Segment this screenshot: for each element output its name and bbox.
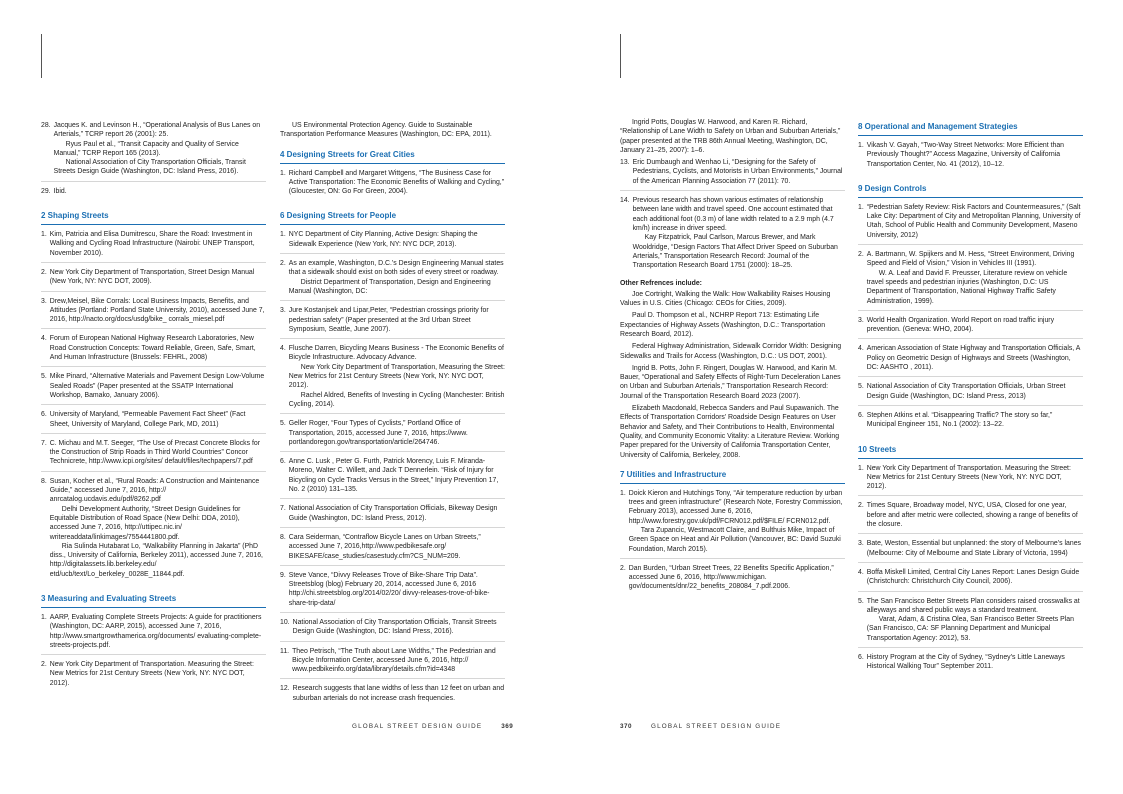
endnote-paragraph: Jure Kostanjsek and Lipar,Peter, “Pedestrian crossings priority for pedestrian safety” (Paper presented at the 3rd Urban Street Symposium, Seattle, June 2007). [288, 307, 489, 333]
endnote-text [867, 344, 1083, 372]
endnote-paragraph: Mike Pinard, “Alternative Materials and Pavement Design Low-Volume Sealed Roads” (Paper presented at the SSATP International Workshop, Bamako, January 2006). [49, 373, 265, 399]
endnote-item [41, 334, 266, 367]
endnote-paragraph: New York City Department of Transportation, Measuring the Street: New Metrics for 21st Century Streets (New York, NY: NYC DOT, 2012). [288, 363, 505, 390]
endnote-text [50, 613, 266, 650]
endnote-paragraph: Doick Kieron and Hutchings Tony, “Air temperature reduction by urban trees and green infrastructure” (Research Note, Forestry Commission, February 2013), accessed June 6, 2016, http://www.forestry.gov.uk/pdf/FCRN012.pdf/$FILE/ FCRN012.pdf. [628, 489, 843, 525]
endnote-number: 14. [620, 197, 630, 205]
footer-title: GLOBAL STREET DESIGN GUIDE [352, 723, 483, 730]
endnote-paragraph: New York City Department of Transportation. Measuring the Street: New Metrics for 21st Century Streets (New York, NY: NYC DOT, 2012). [49, 661, 254, 687]
endnote-item [280, 684, 505, 707]
endnote-text [633, 158, 845, 186]
other-references-heading: Other Refrences include: [620, 280, 702, 288]
endnote-item [41, 230, 266, 263]
endnote-text [289, 344, 505, 409]
endnote-item [280, 419, 505, 452]
endnote-item [280, 504, 505, 528]
endnote-number: 29. [41, 187, 51, 195]
endnotes-list [858, 464, 1083, 676]
endnote-paragraph: Jacques K. and Levinson H., “Operational Analysis of Bus Lanes on Arterials,” TCRP report 26 (2001): 25. [53, 122, 261, 139]
endnotes-intro [41, 121, 266, 200]
endnote-paragraph: Flusche Darren, Bicycling Means Business - The Economic Benefits of Bicycle Infrastructure. Advocacy Advance. [288, 345, 504, 362]
section-heading: 3 Measuring and Evaluating Streets [41, 588, 266, 608]
endnote-item [280, 571, 505, 613]
endnote-paragraph: Kay Fitzpatrick, Paul Carlson, Marcus Brewer, and Mark Wooldridge, “Design Factors That Affect Driver Speed on Suburban Arterials,” Transportation Research Record: Journal of the Transportation Research Board 1751 (2000): 18–25. [632, 234, 838, 270]
reference-paragraph: US Environmental Protection Agency. Guide to Sustainable Transportation Performance Measures (Washington, DC: EPA, 2011). [280, 122, 492, 139]
endnote-text [867, 597, 1083, 643]
endnotes-list [41, 613, 266, 692]
endnote-paragraph: Times Square, Broadway model, NYC, USA, Closed for one year, before and after metric were collected, showing a range of benefits of the closure. [866, 502, 1078, 529]
endnote-paragraph: New York City Department of Transportation, Street Design Manual (New York, NY: NYC DOT, 2009). [49, 268, 255, 286]
endnote-item [41, 477, 266, 583]
endnote-paragraph: World Health Organization. World Report on road traffic injury prevention. (Geneva: WHO, 2004). [866, 316, 1055, 334]
endnote-item [280, 306, 505, 339]
endnote-text [50, 334, 266, 362]
endnote-paragraph: Geller Roger, “Four Types of Cyclists,” Portland Office of Transportation, 2015, accessed June 7, 2016, https://www. portlandoregon.gov/transportation/article/264746. [288, 420, 468, 446]
endnote-item [858, 316, 1083, 340]
endnote-paragraph: Delhi Development Authority, “Street Design Guidelines for Equitable Distribution of Road Space (New Delhi: DDA, 2010), accessed June 7, 2016, http://uttipec.nic.in/ writereaddata/linkimages/7554441800.pdf. [49, 505, 241, 541]
endnote-number: 1. [858, 464, 864, 472]
endnote-number: 1. [858, 142, 864, 149]
footer-left [352, 723, 513, 730]
endnote-paragraph: Cara Seiderman, “Contraflow Bicycle Lanes on Urban Streets,” accessed June 7, 2016,http://www.pedbikesafe.org/ BIKESAFE/case_studies/casestudy.cfm?CS_NUM=209. [288, 533, 481, 560]
column-1 [41, 121, 266, 697]
endnote-text [50, 410, 266, 429]
endnote-paragraph: C. Michau and M.T. Seeger, “The Use of Precast Concrete Blocks for the Construction of Strip Roads in Third World Countries” Concor Technicrete, http://www.icpi.org/sites/ default/files/techpapers/7.pdf [49, 439, 261, 466]
endnote-number: 5. [280, 420, 286, 428]
endnote-paragraph: Theo Petrisch, “The Truth about Lane Widths,” The Pedestrian and Bicycle Information Center, accessed June 6, 2016, http:// www.pedbikeinfo.org/data/library/details.cfm?id=4348 [292, 647, 496, 674]
endnote-number: 8. [280, 533, 286, 541]
endnote-number: 1. [858, 203, 864, 211]
endnote-item [280, 457, 505, 499]
reference-paragraph: Paul D. Thompson et al., NCHRP Report 713: Estimating Life Expectancies of Highway Assets (Washington, D.C.: Transportation Research Board, 2012). [620, 312, 826, 338]
endnote-number: 6. [41, 411, 47, 419]
endnote-number: 4. [280, 345, 286, 353]
endnote-paragraph: “Pedestrian Safety Review: Risk Factors and Countermeasures,” (Salt Lake City: Department of City and Metropolitan Planning, University of Utah, School of Public Health and Community Development, Maseno University, 2012) [866, 203, 1081, 239]
endnote-text [292, 647, 505, 675]
endnote-text [289, 169, 505, 197]
endnote-text [633, 196, 845, 270]
endnote-paragraph: NYC Department of City Planning, Active Design: Shaping the Sidewalk Experience (New York, NY: NYC DCP, 2013). [288, 231, 478, 248]
endnote-number: 10. [280, 618, 290, 626]
endnote-item [858, 203, 1083, 245]
endnote-paragraph: American Association of State Highway and Transportation Officials, A Policy on Geometric Design of Highways and Streets (Washington, DC: AASHTO , 2011). [866, 345, 1080, 372]
section-heading: 6 Designing Streets for People [280, 205, 505, 225]
endnote-text [867, 501, 1083, 529]
endnote-number: 6. [858, 653, 864, 661]
endnote-text [289, 230, 505, 249]
endnote-paragraph: Eric Dumbaugh and Wenhao Li, “Designing for the Safety of Pedestrians, Cyclists, and Motorists in Urban Environments,” Journal of the American Planning Association 77 (2011): 70. [632, 159, 843, 185]
endnote-text [50, 477, 266, 579]
page-number: 369 [501, 723, 514, 730]
endnote-text [289, 259, 505, 296]
endnote-number: 1. [280, 231, 286, 239]
endnote-paragraph: Stephen Atkins et al. “Disappearing Traffic? The story so far,” Municipal Engineer 151, No.1 (2002): 13–22. [866, 411, 1053, 429]
reference-paragraph: Joe Cortright, Walking the Walk: How Walkability Raises Housing Values in U.S. Cities (Chicago: CEOs for Cities, 2009). [620, 290, 831, 308]
endnote-item [858, 501, 1083, 534]
endnote-text [54, 187, 266, 196]
endnote-continuation [620, 118, 845, 155]
endnote-paragraph: Drew,Meisel, Bike Corrals: Local Business Impacts, Benefits, and Attitudes (Portland: Portland State University, 2010), accessed June 7, 2016, http://nacto.org/docs/usdg/bike_ corrals_miesel.pdf [49, 297, 265, 324]
endnote-text [289, 571, 505, 608]
column-4 [858, 116, 1083, 681]
endnote-text [289, 306, 505, 334]
endnotes-list [620, 489, 845, 596]
reference-paragraph: Elizabeth Macdonald, Rebecca Sanders and Paul Supawanich. The Effects of Transportation Corridors’ Roadside Design Features on User Behavior and Safety, and Their Contributions to Health, Environmental Quality, and Community Economic Vitality: a Literature Review. Working Paper prepared for the University of California Transportation Center, University of California, Berkeley, 2008. [620, 405, 840, 459]
endnote-text [293, 618, 505, 637]
page-marker-left [41, 34, 42, 78]
section-heading: 7 Utilities and Infrastructure [620, 464, 845, 484]
endnote-paragraph: Varat, Adam, & Cristina Olea, San Francisco Better Streets Plan (San Francisco, CA: SF Planning Department and Municipal Transportation Agency: 2012), 53. [866, 616, 1074, 642]
endnote-number: 4. [41, 335, 47, 343]
endnote-number: 11. [280, 647, 290, 655]
endnote-paragraph: W. A. Leaf and David F. Preusser, Literature review on vehicle travel speeds and pedestrian injuries (Washington, D.C: US Department of Transportation, National Highway Traffic Safety Administration, 1999). [866, 269, 1068, 305]
footer-title: GLOBAL STREET DESIGN GUIDE [650, 723, 782, 730]
endnote-text [50, 268, 266, 287]
endnote-continuation [280, 121, 505, 140]
section-heading: 10 Streets [858, 439, 1083, 459]
endnote-item [280, 259, 505, 301]
endnote-paragraph: National Association of City Transportation Officials, Urban Street Design Guide (Washington, DC: Island Press, 2013) [866, 383, 1066, 400]
endnote-paragraph: Steve Vance, “Divvy Releases Trove of Bike-Share Trip Data”. Streetsblog (blog) February 20, 2014, accessed June 6, 2016 http://chi.streetsblog.org/2014/02/20/ divvy-releases-trove-of-bike-share-trip-data/ [288, 571, 490, 607]
endnote-paragraph: Bate, Weston, Essential but unplanned: the story of Melbourne’s lanes (Melbourne: City of Melbourne and State Library of Victoria, 1994) [866, 540, 1082, 557]
endnote-item [858, 653, 1083, 676]
endnote-item [858, 382, 1083, 406]
endnotes-list [620, 158, 845, 274]
endnote-paragraph: Richard Campbell and Margaret Wittgens, “The Business Case for Active Transportation: The Economic Benefits of Walking and Cycling,” (Gloucester, ON: Go For Green, 2004). [288, 169, 504, 196]
page-number: 370 [620, 723, 633, 730]
endnote-item [858, 250, 1083, 311]
endnote-item [858, 568, 1083, 592]
endnote-text [867, 250, 1083, 306]
endnote-text [54, 121, 266, 177]
endnote-paragraph: National Association of City Transportation Officials, Bikeway Design Guide (Washington, DC: Island Press, 2012). [288, 505, 498, 522]
endnote-paragraph: Rachel Aldred, Benefits of Investing in Cycling (Manchester: British Cycling, 2014). [288, 391, 505, 408]
endnote-item [858, 344, 1083, 377]
endnote-item [280, 618, 505, 642]
endnote-number: 6. [858, 411, 864, 419]
endnote-paragraph: University of Maryland, “Permeable Pavement Fact Sheet” (Fact Sheet, University of Maryland, College Park, MD, 2011) [49, 411, 246, 428]
endnote-text [867, 203, 1083, 240]
endnote-paragraph: Boffa Miskell Limited, Central City Lanes Report: Lanes Design Guide (Christchurch: Christchurch City Council, 2006). [866, 568, 1080, 586]
endnote-item [41, 410, 266, 434]
endnote-item [280, 533, 505, 566]
endnote-number: 2. [41, 661, 47, 669]
endnote-number: 1. [280, 169, 286, 177]
endnotes-list [858, 141, 1083, 173]
endnote-number: 5. [858, 383, 864, 391]
endnote-text [289, 419, 505, 447]
other-references [620, 290, 845, 460]
endnote-paragraph: As an example, Washington, D.C.’s Design Engineering Manual states that a sidewalk should exist on both sides of every street or roadway. [288, 260, 504, 277]
endnote-number: 13. [620, 159, 630, 167]
endnote-paragraph: District Department of Transportation, Design and Engineering Manual (Washington, DC: [288, 278, 491, 295]
section-heading: 4 Designing Streets for Great Cities [280, 144, 505, 164]
endnote-text [629, 489, 845, 554]
endnote-item [41, 187, 266, 200]
endnote-text [867, 464, 1083, 492]
endnotes-list [858, 203, 1083, 434]
endnote-number: 8. [41, 477, 47, 485]
endnote-text [867, 141, 1083, 169]
endnote-number: 1. [41, 613, 47, 621]
endnote-number: 6. [280, 458, 286, 466]
endnote-number: 3. [41, 297, 47, 305]
endnote-item [858, 464, 1083, 497]
endnote-number: 9. [280, 571, 286, 579]
endnote-item [41, 660, 266, 692]
endnote-paragraph: Forum of European National Highway Research Laboratories, New Road Construction Concepts: Toward Reliable, Green, Safe, Smart, And Human Infrastructure (Brussels: FEHRL, 2008) [49, 335, 256, 362]
endnote-item [620, 489, 845, 559]
column-2 [280, 121, 505, 712]
endnote-text [867, 382, 1083, 401]
section-heading: 2 Shaping Streets [41, 205, 266, 225]
endnote-paragraph: Ryus Paul et al., “Transit Capacity and Quality of Service Manual,” TCRP Report 165 (2013). [53, 140, 239, 157]
endnote-text [867, 411, 1083, 430]
endnote-item [858, 539, 1083, 563]
endnote-item [41, 613, 266, 655]
endnote-text [867, 653, 1083, 672]
endnote-paragraph: Kim, Patricia and Elisa Dumitrescu, Share the Road: Investment in Walking and Cycling Road Infrastructure (Nairobi: UNEP Transport, November 2010). [49, 231, 255, 257]
endnote-number: 1. [41, 231, 47, 239]
endnote-number: 5. [858, 597, 864, 605]
endnote-number: 3. [858, 540, 864, 548]
endnote-item [280, 230, 505, 254]
endnote-item [280, 647, 505, 680]
endnote-paragraph: Susan, Kocher et al., “Rural Roads: A Construction and Maintenance Guide,” accessed June 7, 2016, http:// anrcatalog.ucdavis.edu/pdf/8262.pdf [49, 477, 260, 504]
endnote-paragraph: New York City Department of Transportation. Measuring the Street: New Metrics for 21st Century Streets (New York, NY: NYC DOT, 2012). [866, 464, 1071, 491]
endnote-number: 28. [41, 122, 51, 129]
endnote-text [50, 660, 266, 688]
endnote-text [289, 504, 505, 523]
endnote-paragraph: Anne C. Lusk , Peter G. Furth, Patrick Morency, Luis F. Miranda-Moreno, Walter C. Willett, and Jack T Dennerlein. “Risk of Injury for Bicycling on Cycle Tracks Versus in the Street,” Injury Prevention 17, No. 2 (2010) 131–135. [288, 458, 499, 494]
endnote-item [41, 297, 266, 330]
endnote-item [41, 439, 266, 472]
endnote-text [50, 439, 266, 467]
endnotes-list [41, 230, 266, 583]
reference-paragraph: Federal Highway Administration, Sidewalk Corridor Width: Designing Sidewalks and Trails for Access (Washington, D.C.: US DOT, 2001). [620, 343, 842, 360]
endnote-item [858, 411, 1083, 434]
endnote-paragraph: History Program at the City of Sydney, “Sydney’s Little Laneways Historical Walking Tour” September 2011. [866, 653, 1065, 671]
endnote-text [289, 457, 505, 494]
reference-paragraph: Ingrid B. Potts, John F. Ringert, Douglas W. Harwood, and Karin M. Bauer, “Operational and Safety Effects of Right-Turn Deceleration Lanes on Urban and Suburban Arterials,” Transportation Research Record: Journal of the Transportation Research Board 2023 (2007). [620, 364, 841, 400]
endnote-item [41, 268, 266, 292]
endnote-paragraph: Ibid. [53, 187, 67, 195]
endnote-item [620, 196, 845, 274]
endnote-paragraph: Tara Zupancic, Westmacott Claire, and Bulthuis Mike, Impact of Green Space on Heat and Air Pollution (Vancouver, BC: David Suzuki Foundation, March 2015). [628, 526, 841, 553]
endnote-number: 2. [620, 564, 626, 572]
endnote-number: 12. [280, 685, 290, 693]
endnote-number: 5. [41, 373, 47, 381]
endnote-number: 3. [280, 307, 286, 315]
endnote-item [41, 372, 266, 405]
section-heading: 8 Operational and Management Strategies [858, 116, 1083, 136]
endnote-item [858, 141, 1083, 173]
endnote-paragraph: National Association of City Transportation Officials, Transit Streets Design Guide (Washington, DC: Island Press, 2016). [53, 159, 246, 176]
reference-paragraph: Ingrid Potts, Douglas W. Harwood, and Karen R. Richard, “Relationship of Lane Width to Safety on Urban and Suburban Arterials,” (paper presented at the TRB 86th Annual Meeting, Washington, DC, January 21–25, 2007): 1–6. [620, 119, 841, 154]
endnote-paragraph: The San Francisco Better Streets Plan considers raised crosswalks at alleyways and shared public ways a standard treatment. [866, 597, 1080, 614]
endnote-paragraph: National Association of City Transportation Officials, Transit Streets Design Guide (Washington, DC: Island Press, 2016). [292, 618, 497, 636]
endnote-number: 4. [858, 345, 864, 353]
endnote-item [858, 597, 1083, 648]
endnote-number: 2. [280, 260, 286, 268]
section-heading: 9 Design Controls [858, 178, 1083, 198]
endnote-number: 7. [41, 439, 47, 447]
endnote-number: 2. [858, 502, 864, 510]
endnote-item [620, 564, 845, 596]
endnote-paragraph: Research suggests that lane widths of less than 12 feet on urban and suburban arterials do not increase crash frequencies. [292, 685, 505, 702]
endnote-number: 2. [858, 251, 864, 259]
endnote-text [867, 539, 1083, 558]
endnotes-list [280, 169, 505, 201]
endnote-text [50, 372, 266, 400]
footer-right [620, 723, 781, 730]
endnote-item [280, 169, 505, 201]
endnote-paragraph: Vikash V. Gayah, “Two-Way Street Networks: More Efficient than Previously Thought?” Access Magazine, University of California Transportation Center, No. 41 (2012), 10–12. [866, 142, 1064, 168]
page-marker-right [620, 34, 621, 78]
endnote-item [620, 158, 845, 191]
endnote-number: 3. [858, 316, 864, 324]
endnote-number: 1. [620, 489, 626, 497]
endnote-text [289, 533, 505, 561]
endnote-item [41, 121, 266, 182]
column-3 [620, 118, 845, 601]
endnote-text [50, 230, 266, 258]
endnote-number: 2. [41, 268, 47, 276]
endnote-number: 7. [280, 505, 286, 513]
endnote-paragraph: Dan Burden, “Urban Street Trees, 22 Benefits Specific Application,” accessed June 6, 2016, http://www.michigan. gov/documents/dnr/22_benefits_208084_7.pdf.2006. [628, 564, 834, 591]
endnote-text [867, 568, 1083, 587]
endnote-paragraph: Previous research has shown various estimates of relationship between lane width and travel speed. One account estimated that each additional foot (0.3 m) of lane width related to a 2.9 mph (4.7 km/h) increase in driver speed. [632, 197, 834, 232]
endnote-paragraph: Ria Sulinda Hutabarat Lo, “Walkability Planning in Jakarta” (PhD diss., University of California, Berkeley 2011), accessed June 7, 2016, http://digitalassets.lib.berkeley.edu/ etd/ucb/text/Lo_berkeley_0028E_11844.pdf. [49, 542, 263, 578]
endnote-text [50, 297, 266, 325]
endnotes-list [280, 230, 505, 707]
endnote-item [280, 344, 505, 414]
endnote-text [629, 564, 845, 592]
endnote-paragraph: A. Bartmann, W. Spijkers and M. Hess, “Street Environment, Driving Speed and Field of Vision,” Vision in Vehicles III (1991). [866, 251, 1075, 268]
endnote-text [867, 316, 1083, 335]
endnote-text [293, 684, 505, 703]
endnote-paragraph: AARP, Evaluating Complete Streets Projects: A guide for practitioners (Washington, DC: AARP, 2015), accessed June 7, 2016, http://www.smartgrowthamerica.org/documents/ evaluating-complete-streets-projects.pdf. [49, 613, 262, 649]
endnote-number: 4. [858, 568, 864, 576]
